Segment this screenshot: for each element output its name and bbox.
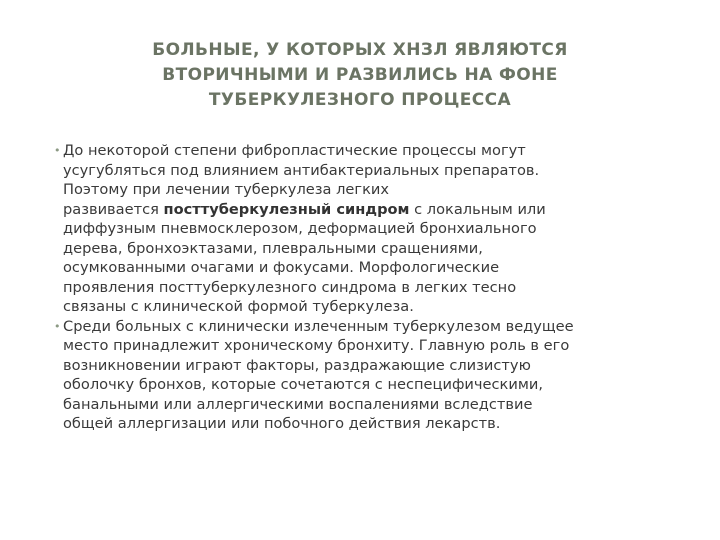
bullet-2-line-5: банальными или аллергическими воспалениями вследствие [63, 395, 533, 413]
bullet-1-line-3: Поэтому при лечении туберкулеза легких [63, 181, 390, 198]
bullet-2-line-1: Среди больных с клинически излеченным туберкулезом ведущее [63, 317, 574, 335]
slide-title [60, 38, 660, 113]
title-line-2: ВТОРИЧНЫМИ И РАЗВИЛИСЬ НА ФОНЕ [162, 65, 558, 85]
line-4-suffix: с локальным или [409, 200, 546, 218]
bullet-1-line-8: проявления посттуберкулезного синдрома в легких тесно [63, 278, 517, 296]
slide-body [56, 141, 676, 434]
bullet-item-1 [56, 141, 676, 317]
bold-term: посттуберкулезный синдром [163, 200, 410, 218]
bullet-2-line-4: оболочку бронхов, которые сочетаются с неспецифическими, [63, 376, 543, 393]
bullet-1-line-6: дерева, бронхоэктазами, плевральными сращениями, [63, 239, 483, 257]
line-4-prefix: развивается [63, 200, 164, 218]
bullet-marker: • [54, 144, 61, 157]
bullet-1-line-9: связаны с клинической формой туберкулеза. [63, 298, 414, 315]
title-line-3: ТУБЕРКУЛЕЗНОГО ПРОЦЕССА [208, 90, 512, 110]
bullet-1-line-7: осумкованными очагами и фокусами. Морфологические [63, 259, 500, 276]
bullet-1-line-1: До некоторой степени фибропластические процессы могут [63, 142, 526, 159]
bullet-2-line-3: возникновении играют факторы, раздражающие слизистую [63, 356, 531, 374]
title-line-1: БОЛЬНЫЕ, У КОТОРЫХ ХНЗЛ ЯВЛЯЮТСЯ [152, 40, 568, 60]
bullet-2-line-6: общей аллергизации или побочного действия лекарств. [63, 415, 501, 432]
bullet-1-line-2: усугубляться под влиянием антибактериальных препаратов. [63, 161, 540, 179]
bullet-marker: • [54, 319, 61, 333]
bullet-1-line-5: диффузным пневмосклерозом, деформацией бронхиального [63, 220, 537, 237]
bullet-1-line-4 [63, 200, 676, 220]
bullet-item-2 [56, 317, 676, 434]
bullet-2-line-2: место принадлежит хроническому бронхиту. Главную роль в его [63, 337, 570, 354]
